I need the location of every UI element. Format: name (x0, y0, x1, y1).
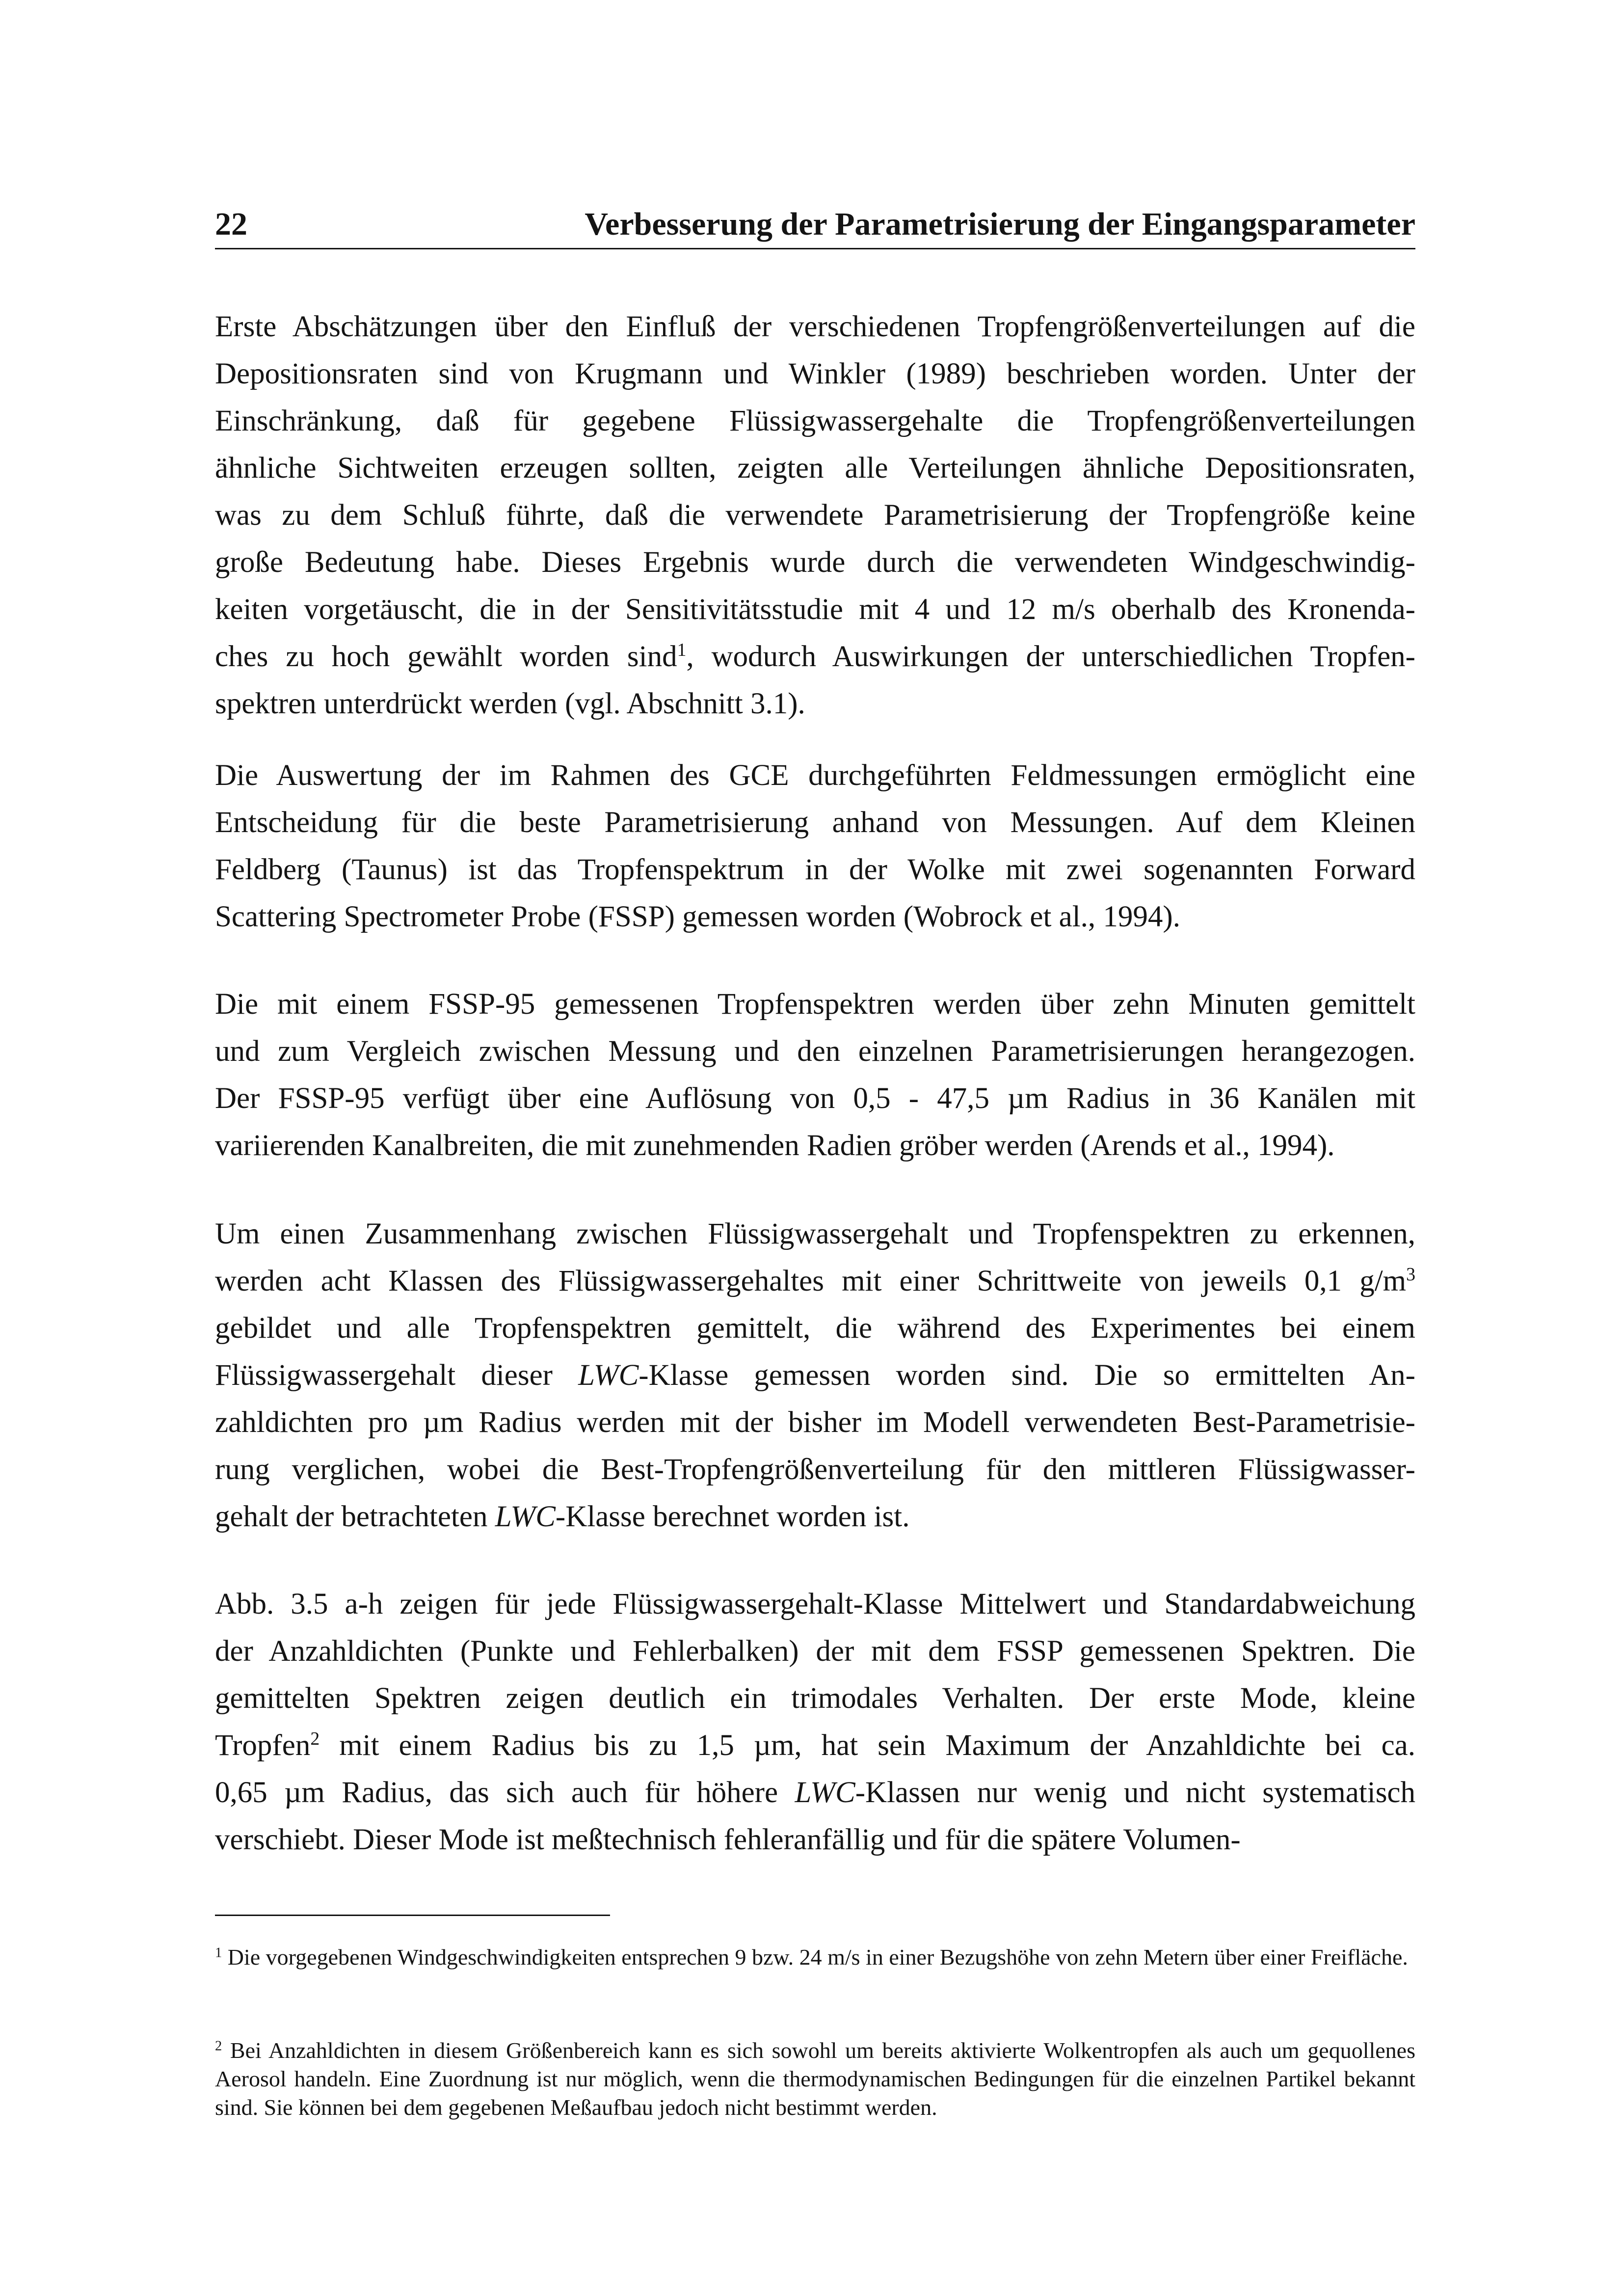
text-line (215, 1722, 1415, 1769)
text-run: , wodurch Auswirkungen der unterschiedlichen Tropfen- (686, 640, 1415, 673)
footnote-text: Bei Anzahldichten in diesem Größenbereich kann es sich sowohl um bereits aktivierte Wolkentropfen als auch um gequollenes Aerosol handeln. Eine Zuordnung ist nur möglich, wenn die thermodynamischen Bedingungen für die einzelnen Partikel bekannt sind. Sie können bei dem gegebenen Meßaufbau jedoch nicht bestimmt werden. (215, 2038, 1415, 2120)
paragraph-3 (215, 981, 1415, 1169)
text-line: zahldichten pro µm Radius werden mit der bisher im Modell verwendeten Best-Parametrisie- (215, 1406, 1415, 1439)
text-line: was zu dem Schluß führte, daß die verwendete Parametrisierung der Tropfengröße keine (215, 499, 1415, 532)
text-line: der Anzahldichten (Punkte und Fehlerbalken) der mit dem FSSP gemessenen Spektren. Die (215, 1635, 1415, 1668)
footnote-text: Die vorgegebenen Windgeschwindigkeiten entsprechen 9 bzw. 24 m/s in einer Bezugshöhe von zehn Metern über einer Freifläche. (227, 1945, 1408, 1970)
text-line: rung verglichen, wobei die Best-Tropfengrößenverteilung für den mittleren Flüssigwasser- (215, 1453, 1415, 1486)
footnote-reference: 2 (310, 1729, 320, 1750)
text-line: Entscheidung für die beste Parametrisierung anhand von Messungen. Auf dem Kleinen (215, 806, 1415, 839)
paragraph-1 (215, 303, 1415, 728)
chapter-title: Verbesserung der Parametrisierung der Eingangsparameter (585, 206, 1415, 242)
text-line (215, 1352, 1415, 1399)
text-line: spektren unterdrückt werden (vgl. Abschnitt 3.1). (215, 687, 805, 720)
text-run: -Klasse berechnet worden ist. (555, 1500, 910, 1533)
footnote-1 (215, 1943, 1415, 1972)
text-line: keiten vorgetäuscht, die in der Sensitivitätsstudie mit 4 und 12 m/s oberhalb des Kronenda- (215, 593, 1415, 626)
text-run: mit einem Radius bis zu 1,5 µm, hat sein Maximum der Anzahldichte bei ca. (319, 1729, 1415, 1762)
text-line: Die mit einem FSSP-95 gemessenen Tropfenspektren werden über zehn Minuten gemittelt (215, 988, 1415, 1021)
footnote-mark: 1 (215, 1945, 222, 1961)
italic-term: LWC (795, 1776, 855, 1809)
paragraph-2 (215, 752, 1415, 941)
text-line (215, 1769, 1415, 1816)
text-line: ähnliche Sichtweiten erzeugen sollten, zeigten alle Verteilungen ähnliche Depositionsraten, (215, 452, 1415, 485)
text-line: Die Auswertung der im Rahmen des GCE durchgeführten Feldmessungen ermöglicht eine (215, 759, 1415, 792)
text-line (215, 1493, 1415, 1540)
text-line: Feldberg (Taunus) ist das Tropfenspektrum in der Wolke mit zwei sogenannten Forward (215, 853, 1415, 886)
text-line: Depositionsraten sind von Krugmann und Winkler (1989) beschrieben worden. Unter der (215, 357, 1415, 390)
italic-term: LWC (578, 1359, 639, 1392)
footnote-reference: 1 (677, 640, 687, 661)
text-line: Einschränkung, daß für gegebene Flüssigwassergehalte die Tropfengrößenverteilungen (215, 405, 1415, 437)
text-run: -Klasse gemessen worden sind. Die so ermittelten An- (639, 1359, 1415, 1392)
text-line: Erste Abschätzungen über den Einfluß der verschiedenen Tropfengrößenverteilungen auf die (215, 310, 1415, 343)
text-run: gehalt der betrachteten (215, 1500, 495, 1533)
paragraph-4 (215, 1211, 1415, 1540)
text-line: große Bedeutung habe. Dieses Ergebnis wurde durch die verwendeten Windgeschwindig- (215, 546, 1415, 579)
text-line: gebildet und alle Tropfenspektren gemittelt, die während des Experimentes bei einem (215, 1312, 1415, 1345)
text-run: werden acht Klassen des Flüssigwassergehaltes mit einer Schrittweite von jeweils 0,1 g/m (215, 1265, 1407, 1297)
text-line (215, 1258, 1415, 1305)
paragraph-5 (215, 1581, 1415, 1864)
text-line: gemittelten Spektren zeigen deutlich ein trimodales Verhalten. Der erste Mode, kleine (215, 1682, 1415, 1715)
italic-term: LWC (495, 1500, 556, 1533)
text-line: Um einen Zusammenhang zwischen Flüssigwassergehalt und Tropfenspektren zu erkennen, (215, 1217, 1415, 1250)
document-page (215, 0, 1415, 2296)
text-line: variierenden Kanalbreiten, die mit zunehmenden Radien gröber werden (Arends et al., 1994). (215, 1129, 1335, 1162)
footnote-2 (215, 2036, 1415, 2122)
text-line: Der FSSP-95 verfügt über eine Auflösung von 0,5 - 47,5 µm Radius in 36 Kanälen mit (215, 1082, 1415, 1115)
text-run: Flüssigwassergehalt dieser (215, 1359, 579, 1392)
text-line: und zum Vergleich zwischen Messung und den einzelnen Parametrisierungen herangezogen. (215, 1035, 1415, 1068)
footnote-reference: 3 (1406, 1264, 1415, 1285)
text-run: ches zu hoch gewählt worden sind (215, 640, 677, 673)
text-line: verschiebt. Dieser Mode ist meßtechnisch fehleranfällig und für die spätere Volumen- (215, 1823, 1241, 1856)
footnote-separator (215, 1915, 610, 1916)
text-line: Scattering Spectrometer Probe (FSSP) gemessen worden (Wobrock et al., 1994). (215, 900, 1180, 933)
running-header (215, 199, 1415, 249)
footnote-mark: 2 (215, 2038, 222, 2054)
text-line (215, 633, 1415, 680)
text-run: Tropfen (215, 1729, 311, 1762)
page-number: 22 (215, 206, 247, 242)
text-run: -Klassen nur wenig und nicht systematisch (855, 1776, 1416, 1809)
text-line: Abb. 3.5 a-h zeigen für jede Flüssigwassergehalt-Klasse Mittelwert und Standardabweichung (215, 1588, 1415, 1621)
text-run: 0,65 µm Radius, das sich auch für höhere (215, 1776, 795, 1809)
